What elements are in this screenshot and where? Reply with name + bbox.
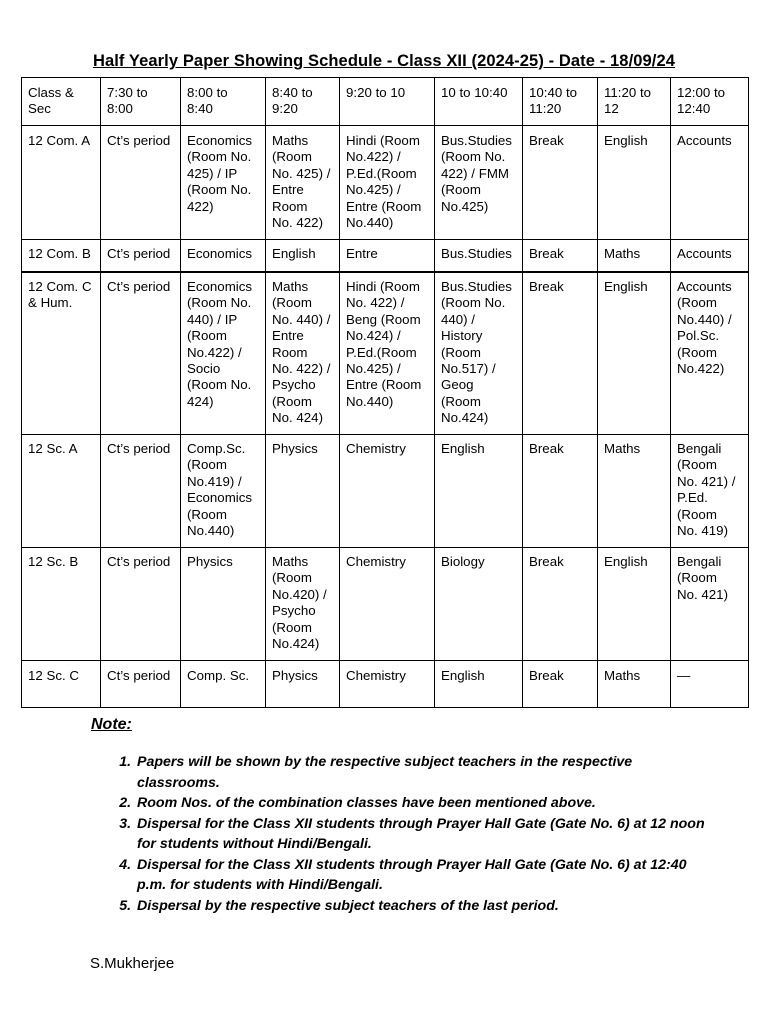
table-cell: 12 Com. C & Hum.: [22, 272, 101, 435]
table-row: [22, 435, 749, 548]
header-cell-class-sec: Class & Sec: [22, 78, 101, 126]
table-cell: —: [671, 661, 749, 708]
header-cell-slot-5: 10 to 10:40: [435, 78, 523, 126]
table-cell: Bengali (Room No. 421): [671, 548, 749, 661]
table-cell: Maths: [598, 661, 671, 708]
table-cell: Bus.Studies: [435, 240, 523, 273]
table-cell: Economics (Room No. 440) / IP (Room No.422) / Socio (Room No. 424): [181, 272, 266, 435]
list-item: 2. Room Nos. of the combination classes have been mentioned above.: [135, 793, 705, 814]
table-cell: 12 Com. A: [22, 126, 101, 240]
header-cell-slot-6: 10:40 to 11:20: [523, 78, 598, 126]
header-cell-slot-7: 11:20 to 12: [598, 78, 671, 126]
table-cell: Biology: [435, 548, 523, 661]
table-cell: Bengali (Room No. 421) / P.Ed. (Room No. 419): [671, 435, 749, 548]
table-cell: Break: [523, 548, 598, 661]
table-cell: Chemistry: [340, 435, 435, 548]
header-cell-slot-3: 8:40 to 9:20: [266, 78, 340, 126]
table-cell: Break: [523, 272, 598, 435]
table-cell: English: [435, 661, 523, 708]
table-row: [22, 661, 749, 708]
list-item: 4. Dispersal for the Class XII students through Prayer Hall Gate (Gate No. 6) at 12:40 p.m. for students with Hindi/Bengali.: [135, 855, 705, 896]
table-cell: Bus.Studies (Room No. 440) / History (Room No.517) / Geog (Room No.424): [435, 272, 523, 435]
table-cell: Ct’s period: [101, 548, 181, 661]
table-cell: English: [598, 126, 671, 240]
table-cell: Accounts: [671, 240, 749, 273]
table-cell: Break: [523, 435, 598, 548]
table-cell: Bus.Studies (Room No. 422) / FMM (Room No.425): [435, 126, 523, 240]
table-cell: Ct’s period: [101, 126, 181, 240]
table-cell: Break: [523, 661, 598, 708]
table-cell: Break: [523, 240, 598, 273]
table-cell: English: [598, 272, 671, 435]
signature: S.Mukherjee: [90, 955, 175, 972]
table-cell: Comp. Sc.: [181, 661, 266, 708]
table-cell: Comp.Sc. (Room No.419) / Economics (Room No.440): [181, 435, 266, 548]
table-row: [22, 272, 749, 435]
table-cell: Hindi (Room No.422) / P.Ed.(Room No.425) / Entre (Room No.440): [340, 126, 435, 240]
table-header-row: [22, 78, 749, 126]
table-row: [22, 548, 749, 661]
table-cell: Accounts (Room No.440) / Pol.Sc. (Room No.422): [671, 272, 749, 435]
table-cell: Break: [523, 126, 598, 240]
table-cell: Ct’s period: [101, 272, 181, 435]
table-cell: Maths: [598, 240, 671, 273]
list-item: 3. Dispersal for the Class XII students through Prayer Hall Gate (Gate No. 6) at 12 noon for students without Hindi/Bengali.: [135, 814, 705, 855]
table-cell: Hindi (Room No. 422) / Beng (Room No.424) / P.Ed.(Room No.425) / Entre (Room No.440): [340, 272, 435, 435]
table-cell: Accounts: [671, 126, 749, 240]
table-row: [22, 126, 749, 240]
header-cell-slot-4: 9:20 to 10: [340, 78, 435, 126]
table-cell: Maths (Room No. 425) / Entre Room No. 422): [266, 126, 340, 240]
notes-list: [105, 752, 705, 916]
list-item: 5. Dispersal by the respective subject teachers of the last period.: [135, 896, 705, 917]
header-cell-slot-2: 8:00 to 8:40: [181, 78, 266, 126]
table-cell: Maths (Room No. 440) / Entre Room No. 422) / Psycho (Room No. 424): [266, 272, 340, 435]
table-cell: Economics (Room No. 425) / IP (Room No. 422): [181, 126, 266, 240]
table-cell: Entre: [340, 240, 435, 273]
table-cell: 12 Sc. C: [22, 661, 101, 708]
table-row: [22, 240, 749, 273]
table-cell: 12 Com. B: [22, 240, 101, 273]
table-cell: 12 Sc. A: [22, 435, 101, 548]
header-cell-slot-1: 7:30 to 8:00: [101, 78, 181, 126]
table-cell: Chemistry: [340, 548, 435, 661]
note-heading: Note:: [91, 716, 132, 733]
table-cell: Ct’s period: [101, 240, 181, 273]
table-cell: Economics: [181, 240, 266, 273]
table-cell: Physics: [181, 548, 266, 661]
table-cell: Chemistry: [340, 661, 435, 708]
table-cell: Physics: [266, 661, 340, 708]
schedule-table: [21, 77, 749, 708]
table-cell: English: [435, 435, 523, 548]
table-cell: Maths (Room No.420) / Psycho (Room No.424): [266, 548, 340, 661]
table-cell: English: [266, 240, 340, 273]
document-title: Half Yearly Paper Showing Schedule - Class XII (2024-25) - Date - 18/09/24: [92, 52, 676, 70]
table-cell: Ct’s period: [101, 435, 181, 548]
list-item: 1. Papers will be shown by the respective subject teachers in the respective classrooms.: [135, 752, 705, 793]
table-cell: English: [598, 548, 671, 661]
table-cell: Ct’s period: [101, 661, 181, 708]
table-cell: Maths: [598, 435, 671, 548]
table-cell: 12 Sc. B: [22, 548, 101, 661]
header-cell-slot-8: 12:00 to 12:40: [671, 78, 749, 126]
table-cell: Physics: [266, 435, 340, 548]
